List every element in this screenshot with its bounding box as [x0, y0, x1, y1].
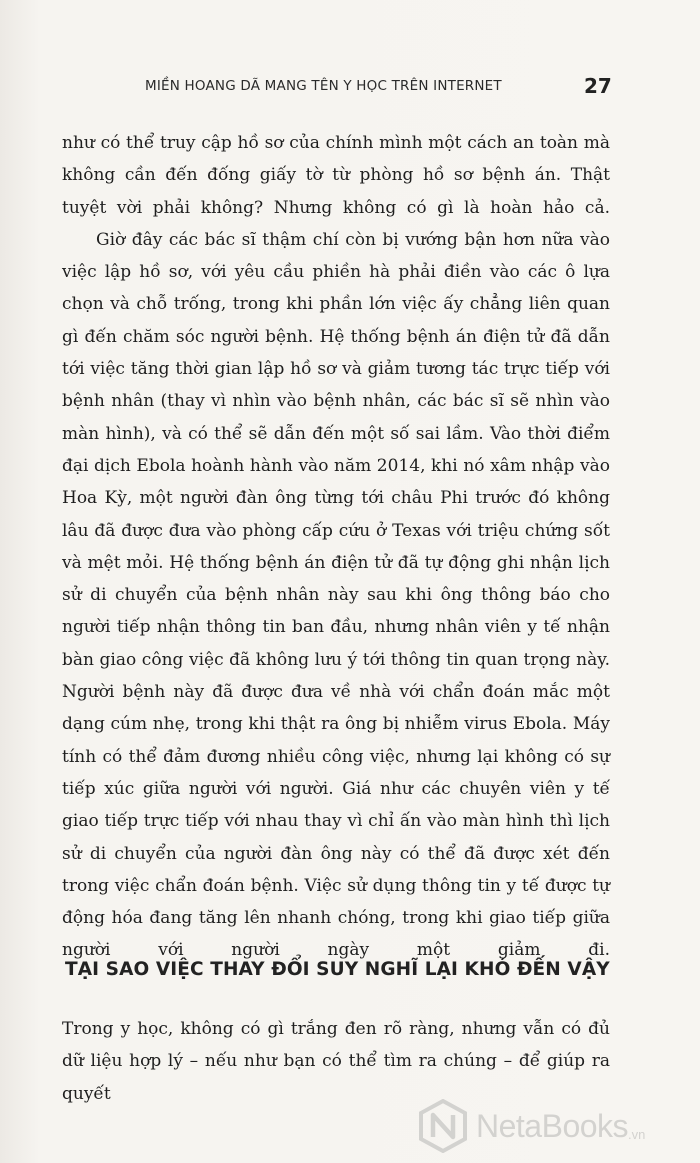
section-heading: TẠI SAO VIỆC THAY ĐỔI SUY NGHĨ LẠI KHÓ ĐẾN VẬY [65, 959, 610, 980]
page-number: 27 [584, 74, 612, 98]
netabooks-logo-icon [418, 1099, 468, 1153]
paragraph-2: Giờ đây các bác sĩ thậm chí còn bị vướng bận hơn nữa vào việc lập hồ sơ, với yêu cầu phiền hà phải điền vào các ô lựa chọn và chỗ trống, trong khi phần lớn việc ấy chẳng liên quan gì đến chăm sóc người bệnh. Hệ thống bệnh án điện tử đã dẫn tới việc tăng thời gian lập hồ sơ và giảm tương tác trực tiếp với bệnh nhân (thay vì nhìn vào bệnh nhân, các bác sĩ sẽ nhìn vào màn hình), và có thể sẽ dẫn đến một số sai lầm. Vào thời điểm đại dịch Ebola hoành hành vào năm 2014, khi nó xâm nhập vào Hoa Kỳ, một người đàn ông từng tới châu Phi trước đó không lâu đã được đưa vào phòng cấp cứu ở Texas với triệu chứng sốt và mệt mỏi. Hệ thống bệnh án điện tử đã tự động ghi nhận lịch sử di chuyển của bệnh nhân này sau khi ông thông báo cho người tiếp nhận thông tin ban đầu, nhưng nhân viên y tế nhận bàn giao công việc đã không lưu ý tới thông tin quan trọng này. Người bệnh này đã được đưa về nhà với chẩn đoán mắc một dạng cúm nhẹ, trong khi thật ra ông bị nhiễm virus Ebola. Máy tính có thể đảm đương nhiều công việc, nhưng lại không có sự tiếp xúc giữa người với người. Giá như các chuyên viên y tế giao tiếp trực tiếp với nhau thay vì chỉ ấn vào màn hình thì lịch sử di chuyển của người đàn ông này có thể đã được xét đến trong việc chẩn đoán bệnh. Việc sử dụng thông tin y tế được tự động hóa đang tăng lên nhanh chóng, trong khi giao tiếp giữa người với người ngày một giảm đi. [62, 229, 610, 961]
body-text [62, 127, 610, 967]
watermark [418, 1096, 698, 1156]
watermark-brand: NetaBooks [476, 1107, 629, 1144]
paragraph-1: như có thể truy cập hồ sơ của chính mình một cách an toàn mà không cần đến đống giấy tờ từ phòng hồ sơ bệnh án. Thật tuyệt vời phải không? Nhưng không có gì là hoàn hảo cả. [62, 133, 610, 218]
section-paragraph: Trong y học, không có gì trắng đen rõ ràng, nhưng vẫn có đủ dữ liệu hợp lý – nếu như bạn có thể tìm ra chúng – để giúp ra quyết [62, 1019, 610, 1104]
running-title: MIỀN HOANG DÃ MANG TÊN Y HỌC TRÊN INTERNET [145, 78, 502, 94]
watermark-suffix: .vn [628, 1127, 646, 1142]
